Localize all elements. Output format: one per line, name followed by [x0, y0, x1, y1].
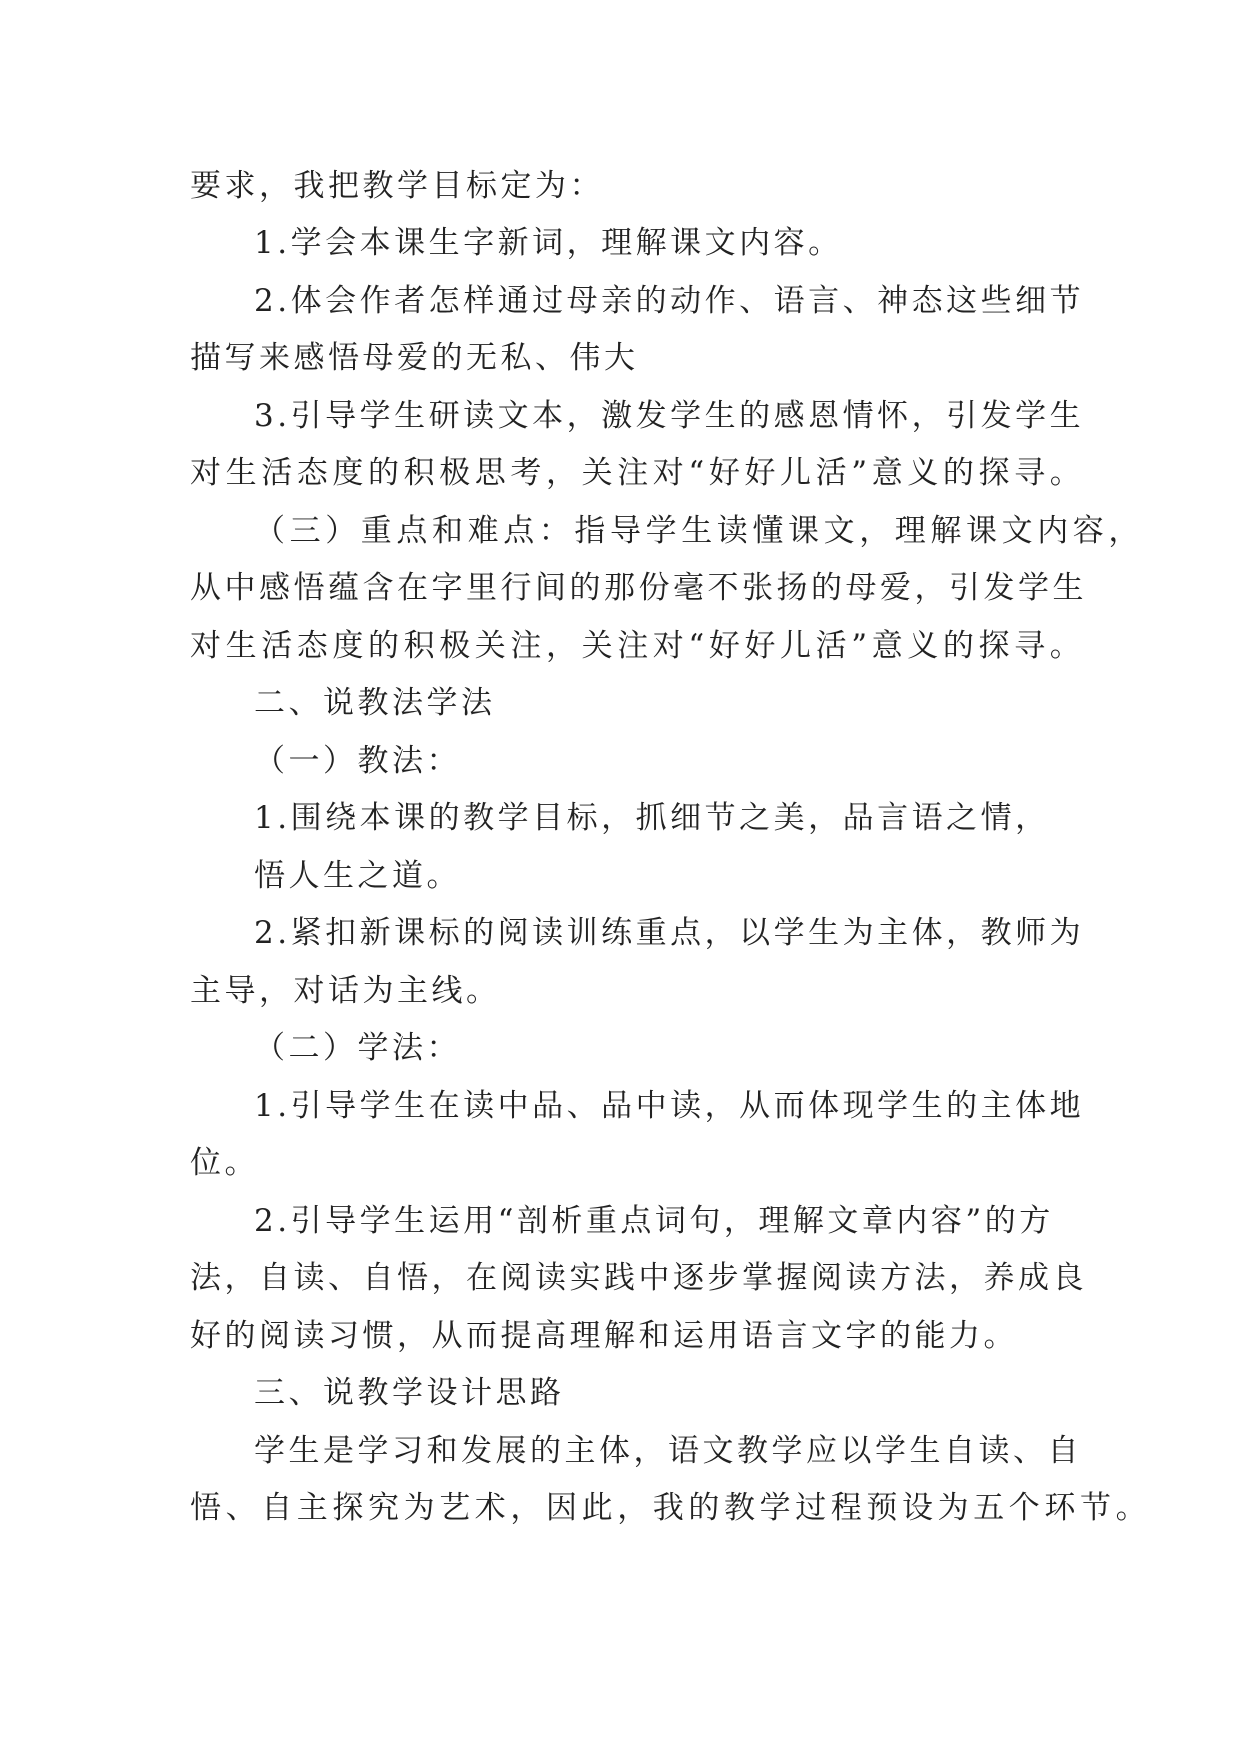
text-line-21: 好的阅读习惯，从而提高理解和运用语言文字的能力。: [190, 1318, 1018, 1354]
text-line-19: 2.引导学生运用“剖析重点词句，理解文章内容”的方: [254, 1203, 1054, 1239]
text-line-14: 2.紧扣新课标的阅读训练重点，以学生为主体，教师为: [254, 915, 1085, 951]
section-heading-3: 三、说教学设计思路: [254, 1375, 565, 1411]
text-line-7: （三）重点和难点：指导学生读懂课文，理解课文内容，: [254, 513, 1144, 549]
text-line-9: 对生活态度的积极关注，关注对“好好儿活”意义的探寻。: [190, 628, 1086, 664]
text-line-18: 位。: [190, 1145, 259, 1181]
text-line-12: 1.围绕本课的教学目标，抓细节之美，品言语之情，: [254, 800, 1050, 836]
section-heading-2: 二、说教法学法: [254, 685, 496, 721]
text-line-13: 悟人生之道。: [254, 858, 461, 894]
text-line-5: 3.引导学生研读文本，激发学生的感恩情怀，引发学生: [254, 398, 1085, 434]
text-line-3: 2.体会作者怎样通过母亲的动作、语言、神态这些细节: [254, 283, 1085, 319]
subheading-learning-method: （二）学法：: [254, 1030, 461, 1066]
text-line-24: 悟、自主探究为艺术，因此，我的教学过程预设为五个环节。: [190, 1490, 1152, 1526]
text-line-4: 描写来感悟母爱的无私、伟大: [190, 340, 639, 376]
text-line-2: 1.学会本课生字新词，理解课文内容。: [254, 225, 843, 261]
text-line-23: 学生是学习和发展的主体，语文教学应以学生自读、自: [254, 1433, 1082, 1469]
text-line-15: 主导，对话为主线。: [190, 973, 501, 1009]
text-line-8: 从中感悟蕴含在字里行间的那份毫不张扬的母爱，引发学生: [190, 570, 1087, 606]
text-line-20: 法，自读、自悟，在阅读实践中逐步掌握阅读方法，养成良: [190, 1260, 1087, 1296]
text-line-17: 1.引导学生在读中品、品中读，从而体现学生的主体地: [254, 1088, 1085, 1124]
text-line-1: 要求，我把教学目标定为：: [190, 168, 604, 204]
text-line-6: 对生活态度的积极思考，关注对“好好儿活”意义的探寻。: [190, 455, 1086, 491]
subheading-teaching-method: （一）教法：: [254, 743, 461, 779]
